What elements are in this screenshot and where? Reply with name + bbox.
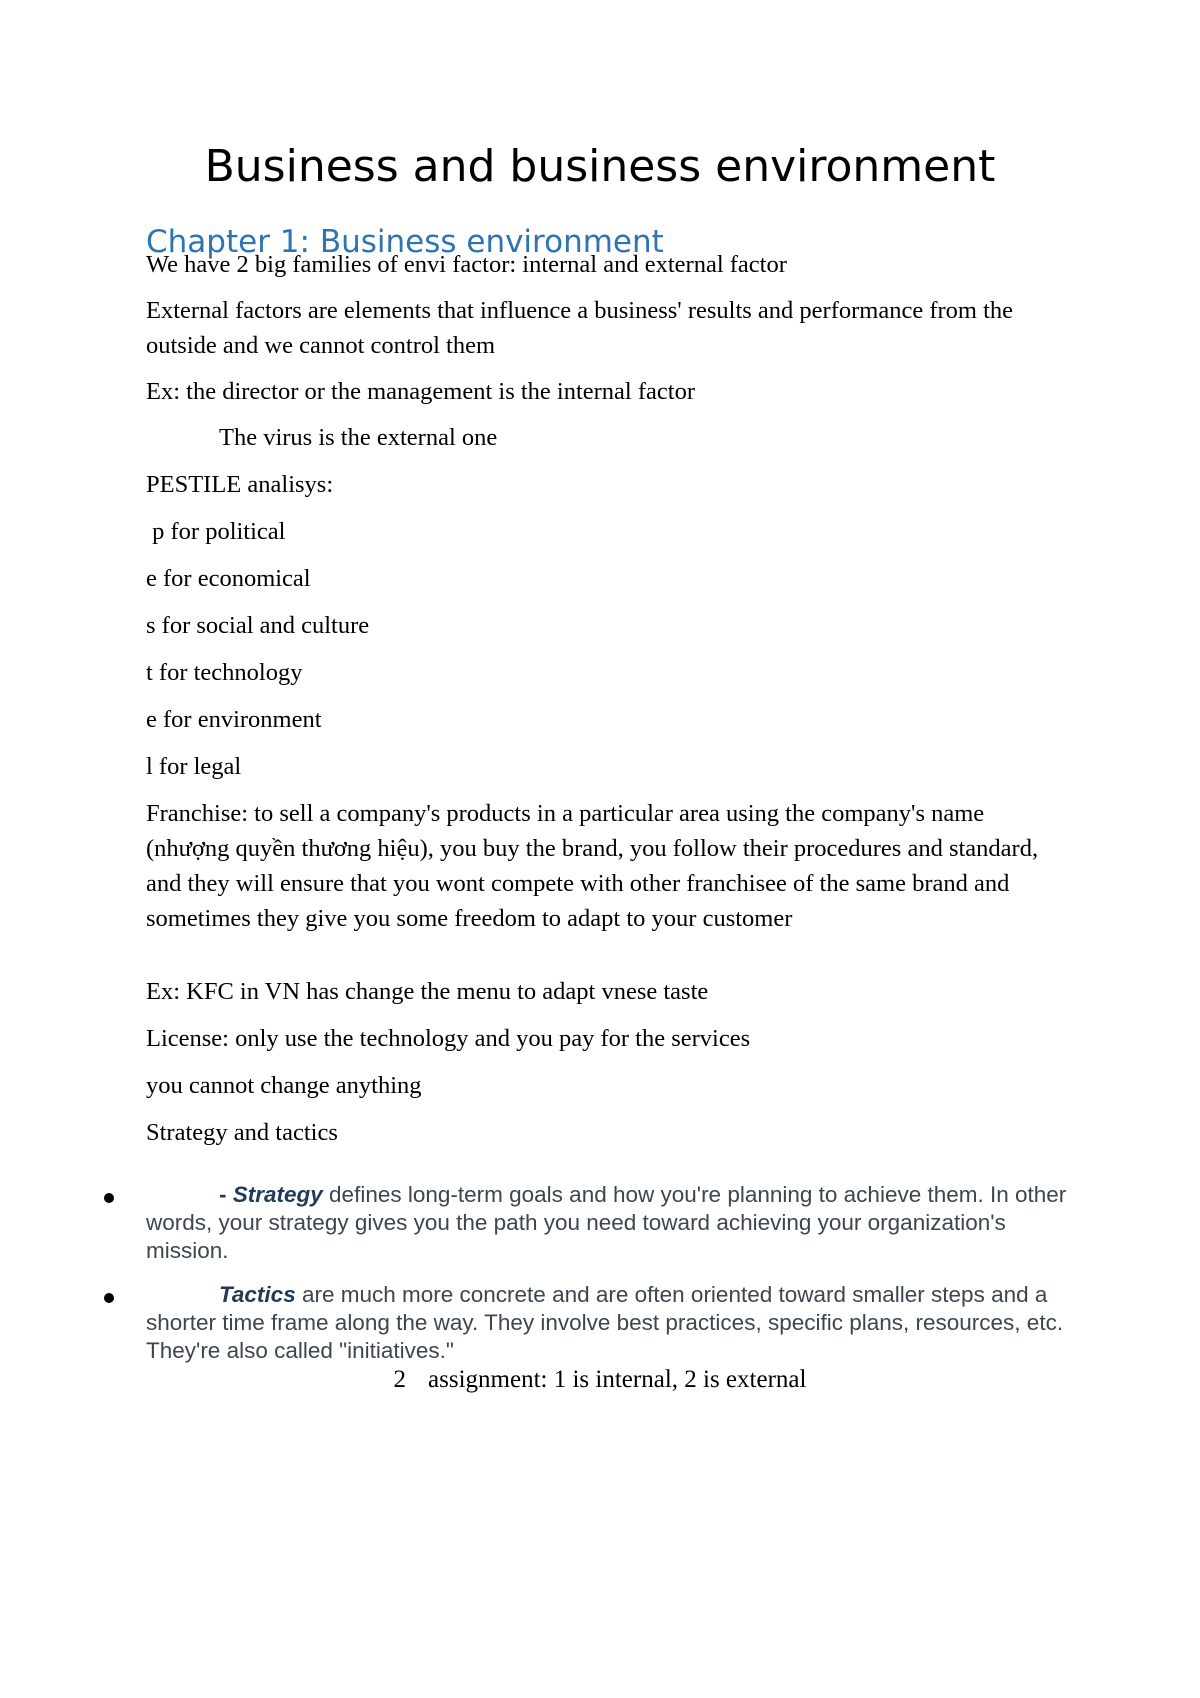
pestile-item-technology: t for technology bbox=[146, 659, 303, 686]
numbered-assignment bbox=[0, 1362, 1200, 1397]
bullet-tactics bbox=[146, 1281, 1071, 1365]
bullet-dash: - bbox=[219, 1182, 233, 1207]
pestile-item-environment: e for environment bbox=[146, 706, 322, 733]
bullet-text-strategy: defines long-term goals and how you're planning to achieve them. In other words, your strategy gives you the path you need toward achieving your organization's mission. bbox=[146, 1182, 1067, 1263]
pestile-item-political: p for political bbox=[146, 518, 286, 545]
pestile-item-legal: l for legal bbox=[146, 753, 242, 780]
paragraph-envi-factors: We have 2 big families of envi factor: internal and external factor bbox=[146, 251, 787, 278]
document-title: Business and business environment bbox=[204, 141, 996, 192]
paragraph-cannot-change: you cannot change anything bbox=[146, 1072, 422, 1099]
paragraph-license: License: only use the technology and you pay for the services bbox=[146, 1025, 751, 1052]
paragraph-kfc-example: Ex: KFC in VN has change the menu to adapt vnese taste bbox=[146, 978, 709, 1005]
paragraph-franchise: Franchise: to sell a company's products in a particular area using the company's name (nhượng quyền thương hiệu), you buy the brand, you follow their procedures and standard, and they will ensure that you wont compete with other franchisee of the same brand and sometimes they give you some freedom to adapt to your customer bbox=[146, 800, 1039, 932]
bullet-keyword-strategy: Strategy bbox=[232, 1182, 323, 1207]
pestile-item-social: s for social and culture bbox=[146, 612, 370, 639]
paragraph-strategy-tactics: Strategy and tactics bbox=[146, 1119, 338, 1146]
paragraph-external-factors: External factors are elements that influence a business' results and performance from the outside and we cannot control them bbox=[146, 297, 1014, 359]
pestile-item-economical: e for economical bbox=[146, 565, 311, 592]
paragraph-pestile-heading: PESTILE analisys: bbox=[146, 471, 334, 498]
bullet-dot-icon bbox=[104, 1293, 114, 1303]
assignment-text: assignment: 1 is internal, 2 is external bbox=[428, 1366, 807, 1393]
bullet-text-tactics: are much more concrete and are often oriented toward smaller steps and a shorter time frame along the way. They involve best practices, specific plans, resources, etc. They're also called "initiatives." bbox=[146, 1282, 1064, 1363]
paragraph-virus-example: The virus is the external one bbox=[219, 424, 498, 451]
paragraph-internal-example: Ex: the director or the management is the internal factor bbox=[146, 378, 695, 405]
bullet-keyword-tactics: Tactics bbox=[219, 1282, 296, 1307]
assignment-number: 2 bbox=[393, 1366, 407, 1393]
bullet-strategy bbox=[146, 1181, 1071, 1265]
chapter-heading: Chapter 1: Business environment bbox=[146, 224, 664, 260]
bullet-dot-icon bbox=[104, 1193, 114, 1203]
